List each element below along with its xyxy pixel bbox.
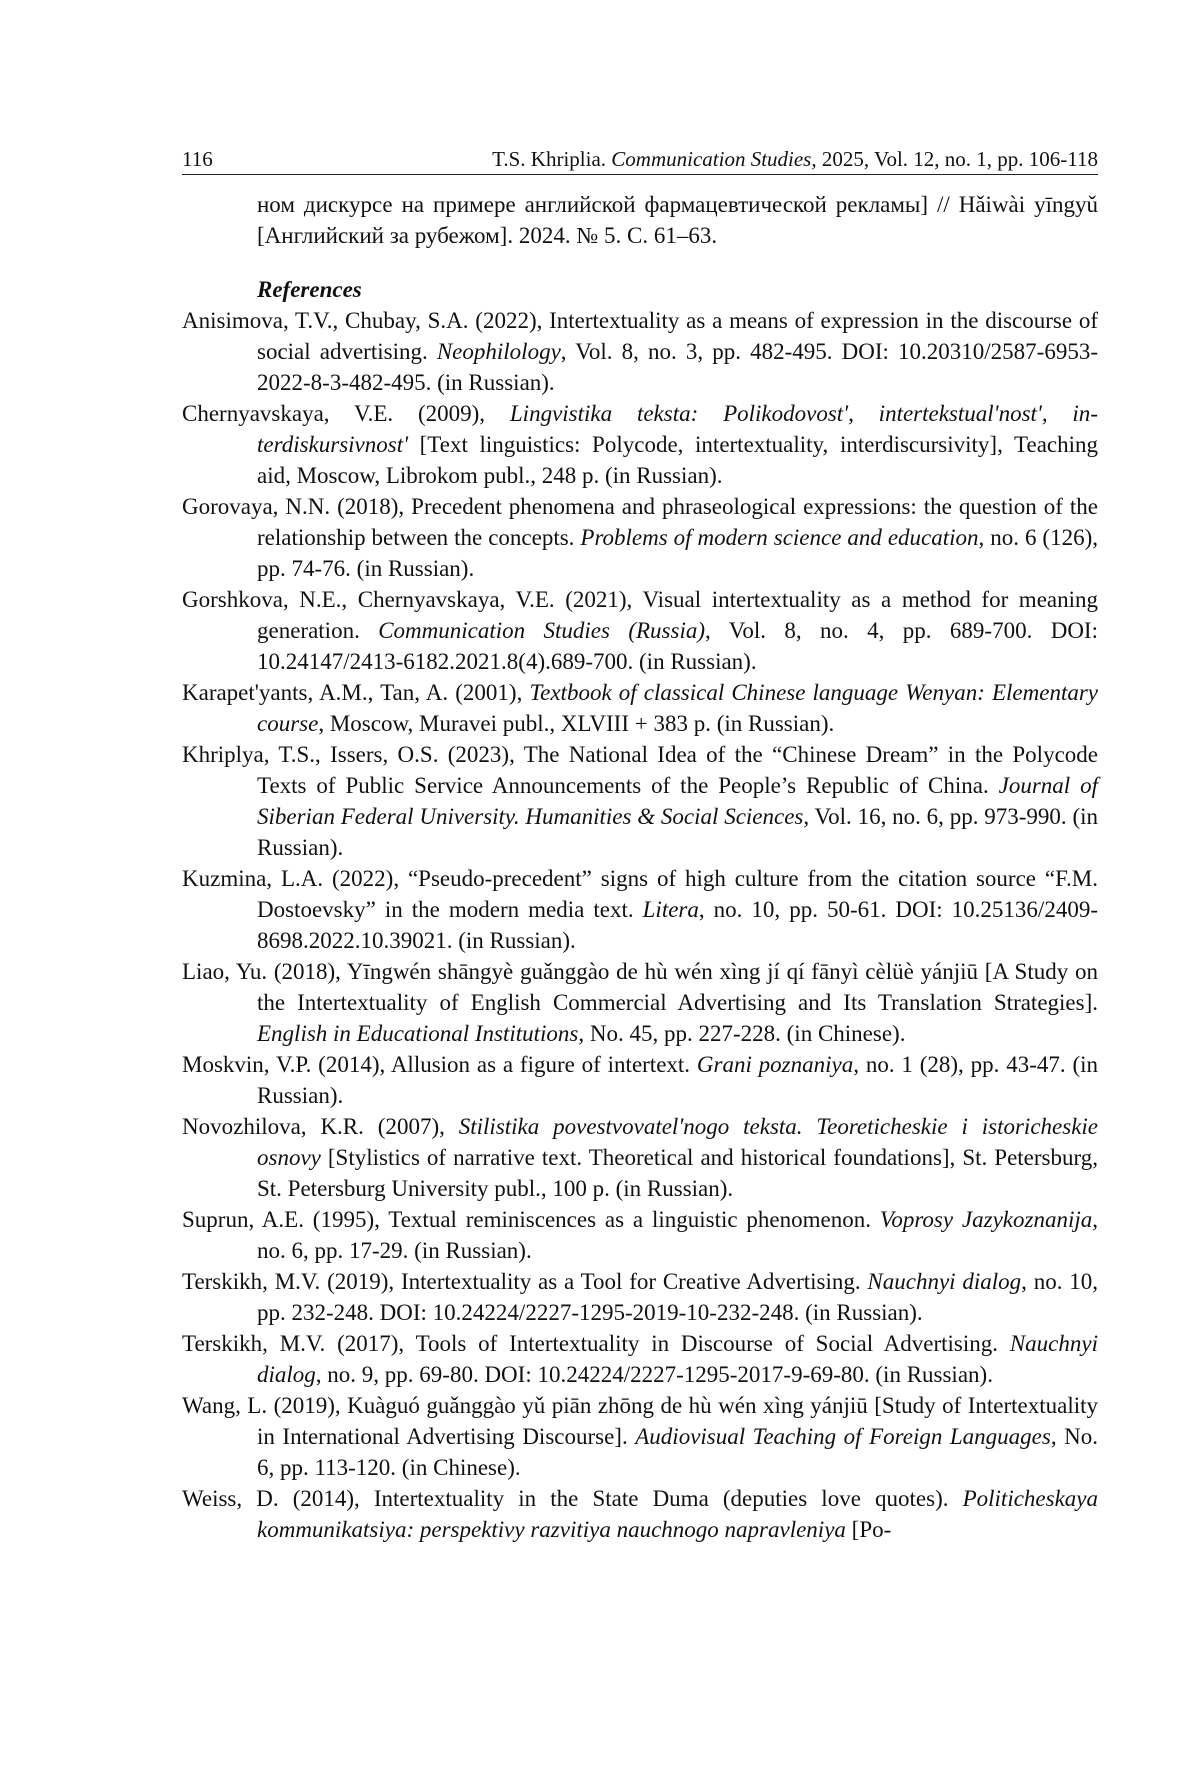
reference-entry: [182, 1111, 1098, 1204]
page-content: [182, 189, 1098, 1545]
reference-text: Weiss, D. (2014), Intertextuality in the State Duma (deputies love quotes).: [182, 1486, 963, 1511]
reference-text: Wang, L. (2019), Kuàguó guǎnggào yǔ piān zhōng de hù wén xìng yánjiū [Study of Intertextuality in International Advertising Discourse].: [182, 1393, 1098, 1449]
reference-entry: [182, 1204, 1098, 1266]
reference-source-title: Problems of modern science and education: [580, 525, 979, 550]
header-details: , 2025, Vol. 12, no. 1, pp. 106-118: [811, 147, 1098, 171]
reference-source-title: Grani poznaniya: [696, 1052, 854, 1077]
reference-details: , no. 9, pp. 69-80. DOI: 10.24224/2227-1295-2017-9-69-80. (in Russian).: [315, 1362, 993, 1387]
reference-text: Liao, Yu. (2018), Yīngwén shāngyè guǎnggào de hù wén xìng jí qí fānyì cèlüè yánjiū [A Study on the Intertextuality of English Commercial Advertising and Its Translation Strategies].: [182, 959, 1098, 1015]
reference-text: Terskikh, M.V. (2017), Tools of Intertextuality in Discourse of Social Advertising.: [182, 1331, 1010, 1356]
reference-list: [182, 305, 1098, 1545]
reference-entry: [182, 1328, 1098, 1390]
citation-line: [492, 144, 1098, 174]
reference-source-title: Litera: [642, 897, 699, 922]
reference-text: Chernyavskaya, V.E. (2009),: [182, 401, 510, 426]
reference-entry: [182, 491, 1098, 584]
header-journal: Communication Studies: [611, 147, 812, 171]
reference-text: Suprun, A.E. (1995), Textual reminiscences as a linguistic phenomenon.: [182, 1207, 880, 1232]
reference-source-title: Textbook of classical Chinese language Wenyan: Elementary course: [257, 680, 1098, 736]
reference-entry: [182, 956, 1098, 1049]
reference-entry: [182, 584, 1098, 677]
reference-source-title: Journal of Siberian Federal University. Humanities & Social Sciences: [257, 773, 1098, 829]
reference-source-title: Stilistika povestvovatel'nogo teksta. Teoreticheskie i istoricheskie osnovy: [257, 1114, 1098, 1170]
reference-source-title: Voprosy Jazykoznanija: [879, 1207, 1093, 1232]
reference-details: , Vol. 8, no. 3, pp. 482-495. DOI: 10.20310/2587-6953-2022-8-3-482-495. (in Russian).: [257, 339, 1098, 395]
reference-details: , No. 6, pp. 113-120. (in Chinese).: [257, 1424, 1098, 1480]
reference-details: , no. 6 (126), pp. 74-76. (in Russian).: [257, 525, 1099, 581]
reference-text: Karapet'yants, A.M., Tan, A. (2001),: [182, 680, 530, 705]
reference-entry: [182, 1390, 1098, 1483]
reference-details: , Vol. 8, no. 4, pp. 689-700. DOI: 10.24147/2413-6182.2021.8(4).689-700. (in Russian).: [257, 618, 1098, 674]
reference-entry: [182, 305, 1098, 398]
reference-text: Khriplya, T.S., Issers, O.S. (2023), The National Idea of the “Chinese Dream” in the Polycode Texts of Public Service Announcements of the People’s Republic of China.: [182, 742, 1098, 798]
reference-details: , no. 10, pp. 232-248. DOI: 10.24224/2227-1295-2019-10-232-248. (in Russian).: [257, 1269, 1098, 1325]
previous-reference-continuation: ном дискурсе на примере английской фармацевтической рекламы] // Hǎiwài yīngyǔ [Английский за рубежом]. 2024. № 5. С. 61–63.: [257, 192, 1098, 248]
reference-text: Terskikh, M.V. (2019), Intertextuality as a Tool for Creative Advertising.: [182, 1269, 868, 1294]
reference-text: Gorshkova, N.E., Chernyavskaya, V.E. (2021), Visual intertextuality as a method for meaning generation.: [182, 587, 1098, 643]
page-number: 116: [182, 147, 213, 171]
reference-details: , No. 45, pp. 227-228. (in Chinese).: [578, 1021, 906, 1046]
reference-text: Moskvin, V.P. (2014), Allusion as a figure of intertext.: [182, 1052, 697, 1077]
reference-entry: [182, 1266, 1098, 1328]
reference-source-title: Lingvistika teksta: Polikodovost', intertekstual'nost', interdiskursivnost': [257, 401, 1098, 457]
reference-details: , no. 6, pp. 17-29. (in Russian).: [257, 1207, 1098, 1263]
reference-source-title: Nauchnyi dialog: [257, 1331, 1098, 1387]
reference-entry: [182, 739, 1098, 863]
reference-entry: [182, 863, 1098, 956]
reference-details: , no. 10, pp. 50-61. DOI: 10.25136/2409-8698.2022.10.39021. (in Russian).: [257, 897, 1098, 953]
reference-details: [Text linguistics: Polycode, intertextuality, interdiscursivity], Teaching aid, Moscow, Librokom publ., 248 p. (in Russian).: [257, 432, 1098, 488]
reference-source-title: English in Educational Institutions: [257, 1021, 579, 1046]
reference-source-title: Politicheskaya kommunikatsiya: perspektivy razvitiya nauchnogo napravleniya: [257, 1486, 1098, 1542]
reference-entry: [182, 1049, 1098, 1111]
reference-text: Gorovaya, N.N. (2018), Precedent phenomena and phraseological expressions: the question of the relationship between the concepts.: [182, 494, 1098, 550]
reference-source-title: Communication Studies (Russia): [378, 618, 706, 643]
reference-source-title: Audiovisual Teaching of Foreign Languages: [635, 1424, 1051, 1449]
reference-entry: [182, 1483, 1098, 1545]
references-heading: References: [257, 277, 362, 302]
reference-source-title: Nauchnyi dialog: [867, 1269, 1022, 1294]
reference-details: [Po-: [845, 1517, 892, 1542]
reference-text: Anisimova, T.V., Chubay, S.A. (2022), Intertextuality as a means of expression in the discourse of social advertising.: [182, 308, 1098, 364]
reference-entry: [182, 398, 1098, 491]
reference-entry: [182, 677, 1098, 739]
reference-text: Novozhilova, K.R. (2007),: [182, 1114, 459, 1139]
reference-details: , Moscow, Muravei publ., XLVIII + 383 p. (in Russian).: [318, 711, 835, 736]
reference-source-title: Neophilology: [436, 339, 561, 364]
reference-text: Kuzmina, L.A. (2022), “Pseudo-precedent” signs of high culture from the citation source “F.M. Dostoevsky” in the modern media text.: [182, 866, 1098, 922]
header-author: T.S. Khriplia.: [492, 147, 607, 171]
reference-details: , Vol. 16, no. 6, pp. 973-990. (in Russian).: [257, 804, 1099, 860]
reference-details: , no. 1 (28), pp. 43-47. (in Russian).: [257, 1052, 1099, 1108]
running-header: [182, 144, 1098, 175]
reference-details: [Stylistics of narrative text. Theoretical and historical foundations], St. Petersburg, St. Petersburg University publ., 100 p. (in Russian).: [257, 1145, 1098, 1201]
